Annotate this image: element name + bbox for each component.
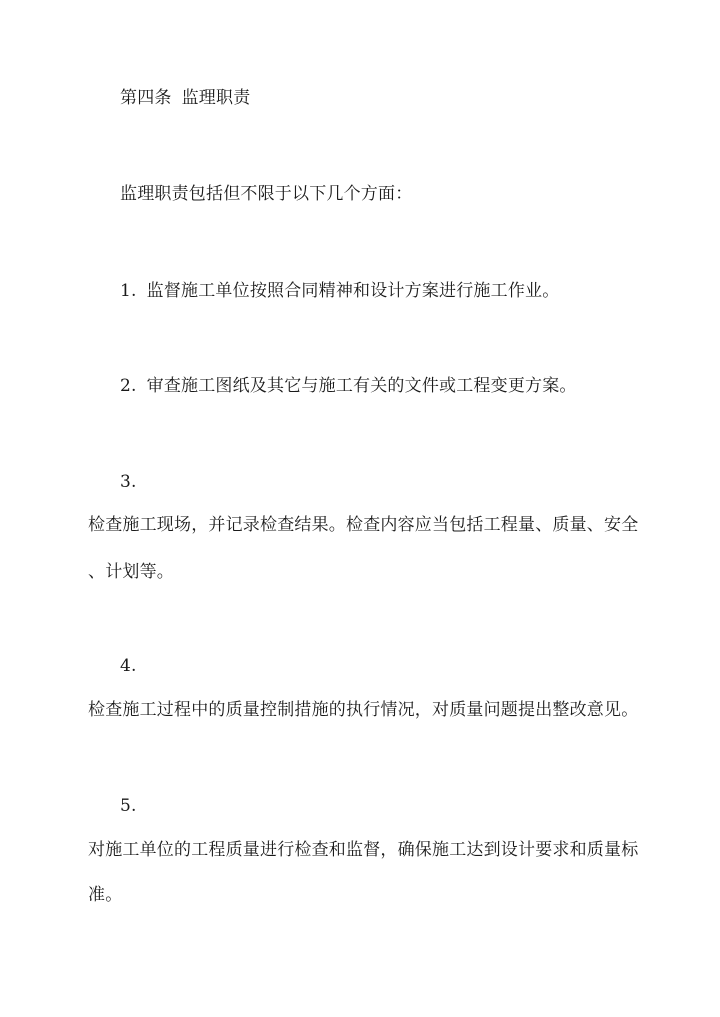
list-item-1 [120,281,559,301]
item-text: 审查施工图纸及其它与施工有关的文件或工程变更方案。 [146,376,577,396]
article-number: 第四条 [120,88,172,108]
article-heading [120,88,250,108]
item-number: 1. [120,281,137,301]
list-item-3-number: 3. [120,472,137,492]
list-item-4-number: 4. [120,656,137,676]
list-item-2 [120,376,577,396]
list-item-3-text-line-1: 检查施工现场，并记录检查结果。检查内容应当包括工程量、质量、安全 [88,515,639,535]
item-text: 监督施工单位按照合同精神和设计方案进行施工作业。 [146,281,560,301]
article-title: 监理职责 [181,88,251,108]
intro-paragraph: 监理职责包括但不限于以下几个方面： [120,184,413,204]
item-number: 2. [120,376,137,396]
list-item-4-text-line-1: 检查施工过程中的质量控制措施的执行情况，对质量问题提出整改意见。 [88,700,639,720]
list-item-5-number: 5. [120,796,137,816]
list-item-5-text-line-2: 准。 [88,885,123,905]
list-item-3-text-line-2: 、计划等。 [88,562,174,582]
list-item-5-text-line-1: 对施工单位的工程质量进行检查和监督，确保施工达到设计要求和质量标 [88,840,639,860]
